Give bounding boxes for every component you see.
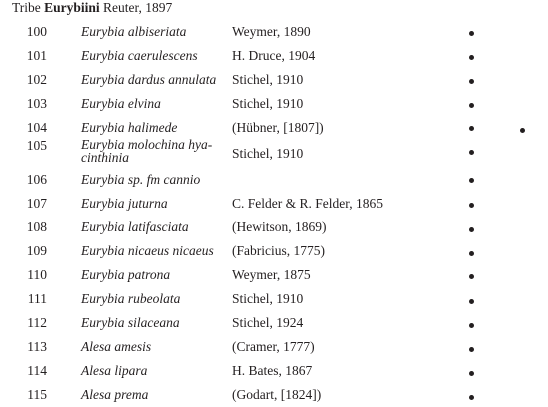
presence-dot-icon [469, 227, 474, 232]
species-name: Eurybia albiseriata [81, 24, 187, 39]
species-name: Eurybia molochina hya-cinthinia [81, 137, 213, 165]
row-number: 104 [26, 120, 47, 135]
row-number: 102 [26, 72, 47, 87]
species-name: Eurybia silaceana [81, 315, 180, 330]
presence-dot-icon [469, 323, 474, 328]
row-number: 115 [27, 387, 47, 402]
author-citation: Stichel, 1910 [232, 291, 304, 306]
row-number: 103 [26, 96, 47, 111]
presence-dot-icon [469, 203, 474, 208]
row-number: 112 [27, 315, 47, 330]
row-number: 108 [26, 219, 47, 234]
row-number: 111 [27, 291, 47, 306]
presence-dot-icon [469, 299, 474, 304]
row-number: 101 [26, 48, 47, 63]
author-citation: Stichel, 1924 [232, 315, 304, 330]
row-number: 107 [26, 196, 47, 211]
author-citation: Stichel, 1910 [232, 96, 304, 111]
species-name: Eurybia halimede [81, 120, 178, 135]
species-name: Eurybia dardus annulata [81, 72, 217, 87]
presence-dot-icon [469, 31, 474, 36]
presence-dot-icon [469, 251, 474, 256]
row-number: 113 [27, 339, 47, 354]
row-number: 110 [27, 267, 47, 282]
presence-dot-icon [469, 103, 474, 108]
author-citation: (Hübner, [1807]) [232, 120, 324, 135]
species-name: Alesa amesis [81, 339, 152, 354]
species-name: Eurybia sp. fm cannio [81, 172, 201, 187]
species-name: Eurybia juturna [81, 196, 168, 211]
presence-dot-icon [469, 371, 474, 376]
row-number: 109 [26, 243, 47, 258]
row-number: 106 [26, 172, 47, 187]
species-name: Eurybia latifasciata [81, 219, 189, 234]
presence-dot-icon [469, 79, 474, 84]
presence-dot-icon [469, 395, 474, 400]
species-name: Eurybia nicaeus nicaeus [81, 243, 214, 258]
author-citation: H. Druce, 1904 [232, 48, 316, 63]
species-name: Alesa lipara [81, 363, 148, 378]
author-citation: (Hewitson, 1869) [232, 219, 327, 234]
presence-dot-icon [469, 274, 474, 279]
author-citation: Weymer, 1890 [232, 24, 311, 39]
presence-dot-icon [469, 126, 474, 131]
presence-dot-icon [469, 55, 474, 60]
author-citation: Weymer, 1875 [232, 267, 311, 282]
author-citation: Stichel, 1910 [232, 146, 304, 161]
species-name: Alesa prema [81, 387, 149, 402]
presence-dot-icon [469, 178, 474, 183]
species-name: Eurybia caerulescens [81, 48, 198, 63]
species-name: Eurybia elvina [81, 96, 161, 111]
tribe-authority: Reuter, 1897 [99, 0, 173, 15]
author-citation: (Cramer, 1777) [232, 339, 315, 354]
author-citation: Stichel, 1910 [232, 72, 304, 87]
row-number: 100 [26, 24, 47, 39]
author-citation: (Fabricius, 1775) [232, 243, 325, 258]
species-name: Eurybia patrona [81, 267, 171, 282]
author-citation: C. Felder & R. Felder, 1865 [232, 196, 383, 211]
author-citation: H. Bates, 1867 [232, 363, 313, 378]
presence-dot-icon [469, 347, 474, 352]
presence-dot-icon [520, 128, 525, 133]
species-name: Eurybia rubeolata [81, 291, 181, 306]
tribe-name: Eurybiini [44, 0, 100, 15]
row-number: 105 [26, 138, 47, 153]
presence-dot-icon [469, 150, 474, 155]
row-number: 114 [27, 363, 47, 378]
author-citation: (Godart, [1824]) [232, 387, 322, 402]
tribe-prefix: Tribe [12, 0, 45, 15]
